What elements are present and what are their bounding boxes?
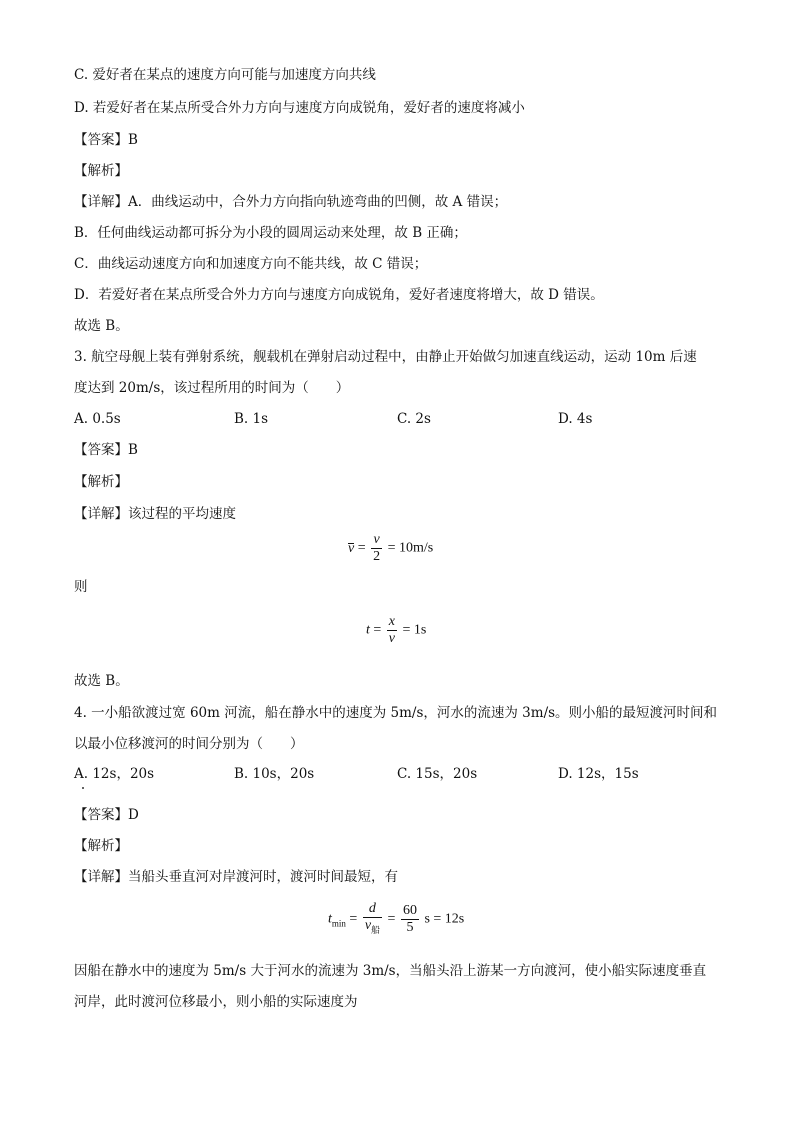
q3-option-b: B. 1s: [234, 411, 269, 427]
analysis-label: 【解析】: [74, 838, 128, 854]
detail-line: D．若爱好者在某点所受合外力方向与速度方向成锐角，爱好者速度将增大，故 D 错误。: [74, 287, 604, 303]
detail-line: 【详解】当船头垂直河对岸渡河时，渡河时间最短，有: [74, 869, 398, 885]
time-equation: t = $\frac{x}{v}$ = 1s: [366, 614, 427, 646]
answer-label: 【答案】D: [74, 807, 139, 823]
average-velocity-equation: v = $\frac{v}{2}$ = 10m/s: [348, 532, 434, 564]
question-3-text: 3. 航空母舰上装有弹射系统，舰载机在弹射启动过程中，由静止开始做匀加速直线运动，运动 10m 后速: [74, 349, 697, 365]
q4-option-d: D. 12s，15s: [558, 766, 639, 782]
q3-option-c: C. 2s: [397, 411, 431, 427]
option-c-text: C. 爱好者在某点的速度方向可能与加速度方向共线: [74, 67, 376, 83]
question-3-text: 度达到 20m/s，该过程所用的时间为（ ）: [74, 380, 350, 396]
then-label: 则: [74, 579, 88, 595]
q4-option-b: B. 10s，20s: [234, 766, 315, 782]
answer-label: 【答案】B: [74, 132, 138, 148]
option-d-text: D. 若爱好者在某点所受合外力方向与速度方向成锐角，爱好者的速度将减小: [74, 100, 525, 116]
min-time-equation: $t_{min}$ = $\frac{d}{v_船}$ = $\frac{60}{5}$ s = 12s: [328, 901, 464, 938]
answer-label: 【答案】B: [74, 442, 138, 458]
q4-option-c: C. 15s，20s: [397, 766, 478, 782]
conclusion-line: 故选 B。: [74, 318, 129, 334]
question-4-text: 4. 一小船欲渡过宽 60m 河流，船在静水中的速度为 5m/s，河水的流速为 3m/s。则小船的最短渡河时间和: [74, 705, 718, 721]
analysis-label: 【解析】: [74, 163, 128, 179]
q4-option-a: A. 12s，20s: [74, 766, 155, 782]
q3-option-d: D. 4s: [558, 411, 593, 427]
q3-option-a: A. 0.5s: [74, 411, 121, 427]
detail-line: 因船在静水中的速度为 5m/s 大于河水的流速为 3m/s，当船头沿上游某一方向渡河，使小船实际速度垂直: [74, 963, 707, 979]
question-4-text: 以最小位移渡河的时间分别为（ ）: [74, 736, 304, 752]
detail-line: 【详解】A．曲线运动中，合外力方向指向轨迹弯曲的凹侧，故 A 错误；: [74, 194, 508, 210]
stray-dot: [82, 787, 84, 789]
conclusion-line: 故选 B。: [74, 673, 129, 689]
detail-line: B．任何曲线运动都可拆分为小段的圆周运动来处理，故 B 正确；: [74, 225, 467, 241]
detail-line: C．曲线运动速度方向和加速度方向不能共线，故 C 错误；: [74, 256, 428, 272]
analysis-label: 【解析】: [74, 474, 128, 490]
detail-line: 河岸，此时渡河位移最小，则小船的实际速度为: [74, 994, 358, 1010]
detail-line: 【详解】该过程的平均速度: [74, 506, 236, 522]
